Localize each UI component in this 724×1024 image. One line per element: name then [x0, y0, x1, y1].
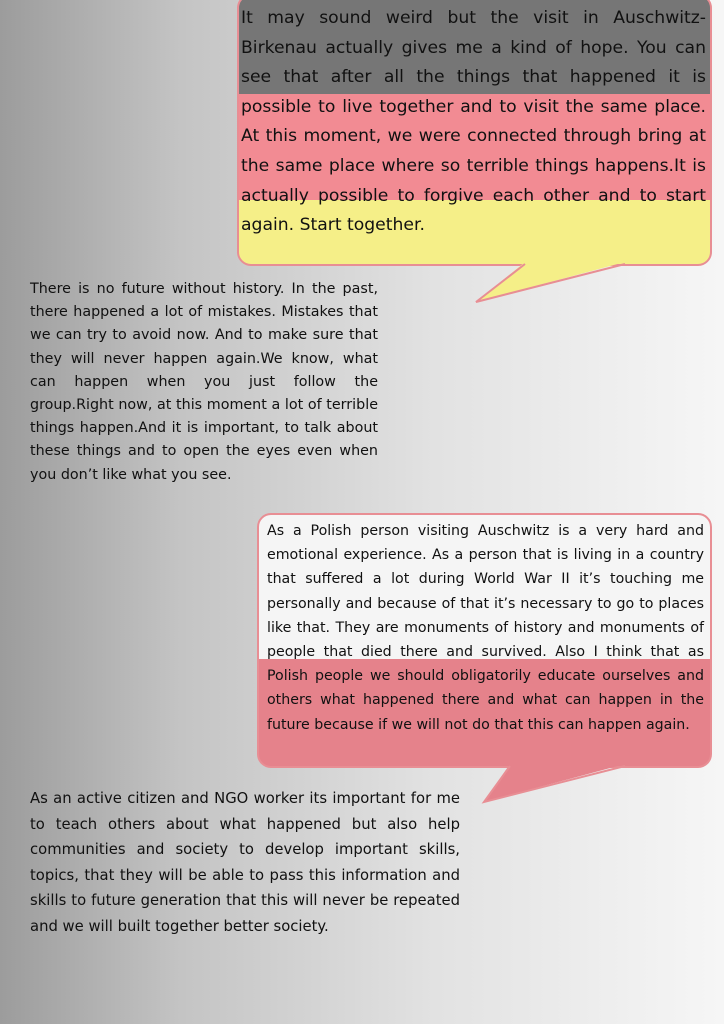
speech-bubble-hope-tail	[470, 262, 630, 306]
speech-bubble-hope	[237, 0, 712, 266]
speech-bubble-polish-perspective	[257, 513, 712, 768]
speech-bubble-polish-tail	[480, 764, 630, 806]
speech-bubble-hope-text: It may sound weird but the visit in Auschwitz-Birkenau actually gives me a kind of hope. You can see that after all the things that happened it is possible to live together and to visit the same place. At this moment, we were connected through bring at the same place where so terrible things happens.It is actually possible to forgive each other and to start again. Start together.	[241, 8, 706, 236]
speech-bubble-polish-text: As a Polish person visiting Auschwitz is a very hard and emotional experience. As a person that is living in a country that suffered a lot during World War II it’s touching me personally and because of that it’s necessary to go to places like that. They are monuments of history and monuments of people that died there and survived. Also I think that as Polish people we should obligatorily educate ourselves and others what happened there and what can happen in the future because if we will not do that this can happen again.	[267, 523, 704, 733]
paragraph-history: There is no future without history. In the past, there happened a lot of mistakes. Mistakes that we can try to avoid now. And to make sure that they will never happen again.We know, what can happen when you just follow the group.Right now, at this moment a lot of terrible things happen.And it is important, to talk about these things and to open the eyes even when you don’t like what you see.	[30, 281, 378, 483]
paragraph-ngo-worker: As an active citizen and NGO worker its important for me to teach others about what happened but also help communities and society to develop important skills, topics, that they will be able to pass this information and skills to future generation that this will never be repeated and we will built together better society.	[30, 790, 460, 935]
